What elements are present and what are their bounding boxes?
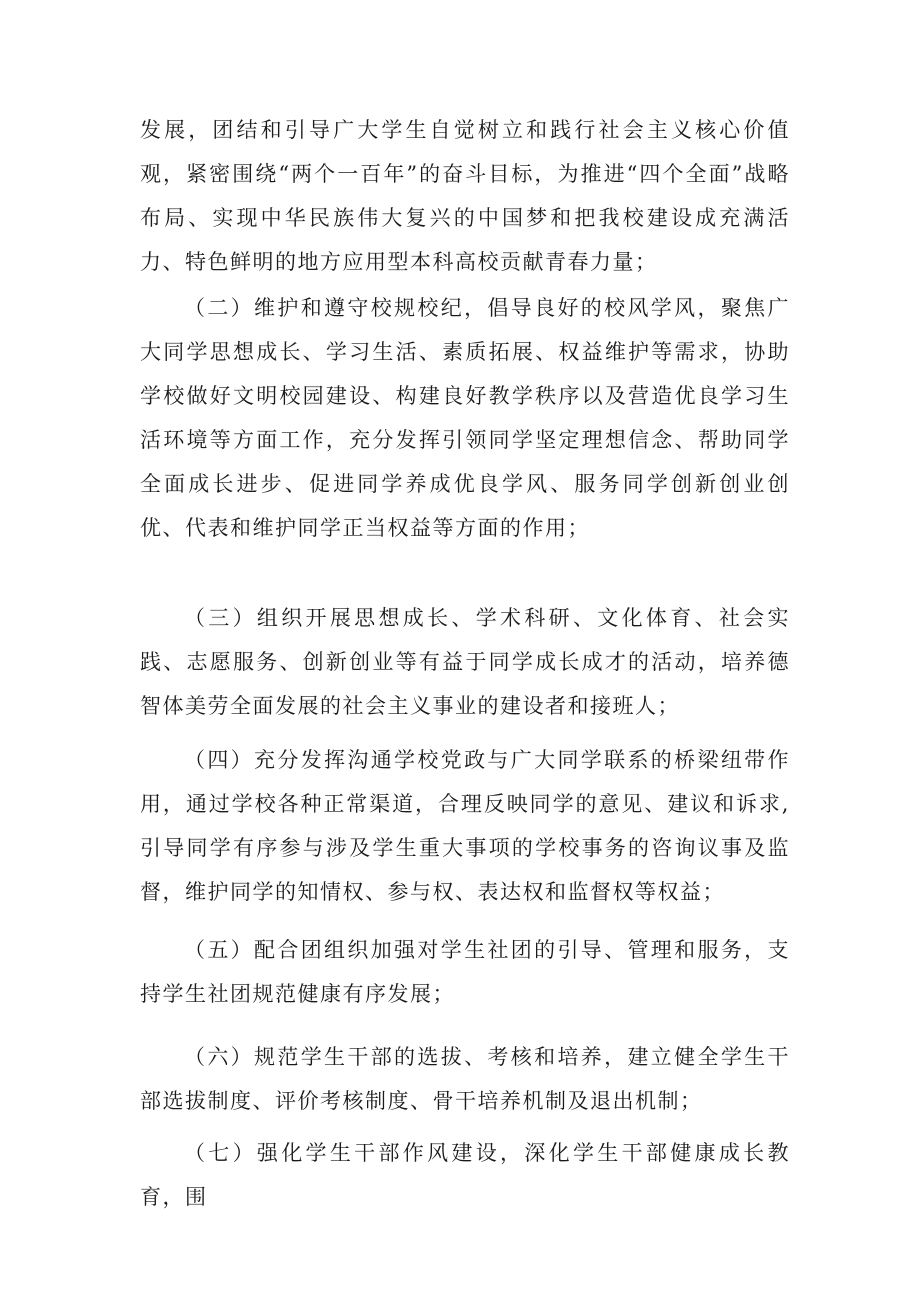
paragraph-item-5: （五）配合团组织加强对学生社团的引导、管理和服务，支持学生社团规范健康有序发展；: [140, 938, 790, 1006]
paragraph-item-7: （七）强化学生干部作风建设，深化学生干部健康成长教育，围: [140, 1141, 790, 1209]
paragraph-continuation: 发展，团结和引导广大学生自觉树立和践行社会主义核心价值观，紧密围绕“两个一百年”的奋斗目标，为推进“四个全面”战略布局、实现中华民族伟大复兴的中国梦和把我校建设成充满活力、特色鲜明的地方应用型本科高校贡献青春力量；: [140, 118, 790, 274]
paragraph-item-6: （六）规范学生干部的选拔、考核和培养，建立健全学生干部选拔制度、评价考核制度、骨干培养机制及退出机制；: [140, 1045, 790, 1113]
paragraph-item-4: （四）充分发挥沟通学校党政与广大同学联系的桥梁纽带作用，通过学校各种正常渠道，合理反映同学的意见、建议和诉求,引导同学有序参与涉及学生重大事项的学校事务的咨询议事及监督，维护同学的知情权、参与权、表达权和监督权等权益；: [140, 748, 790, 904]
paragraph-item-2: （二）维护和遵守校规校纪，倡导良好的校风学风，聚焦广大同学思想成长、学习生活、素质拓展、权益维护等需求，协助学校做好文明校园建设、构建良好教学秩序以及营造优良学习生活环境等方面工作，充分发挥引领同学坚定理想信念、帮助同学全面成长进步、促进同学养成优良学风、服务同学创新创业创优、代表和维护同学正当权益等方面的作用；: [140, 296, 790, 540]
paragraph-item-3: （三）组织开展思想成长、学术科研、文化体育、社会实践、志愿服务、创新创业等有益于同学成长成才的活动，培养德智体美劳全面发展的社会主义事业的建设者和接班人；: [140, 606, 790, 718]
